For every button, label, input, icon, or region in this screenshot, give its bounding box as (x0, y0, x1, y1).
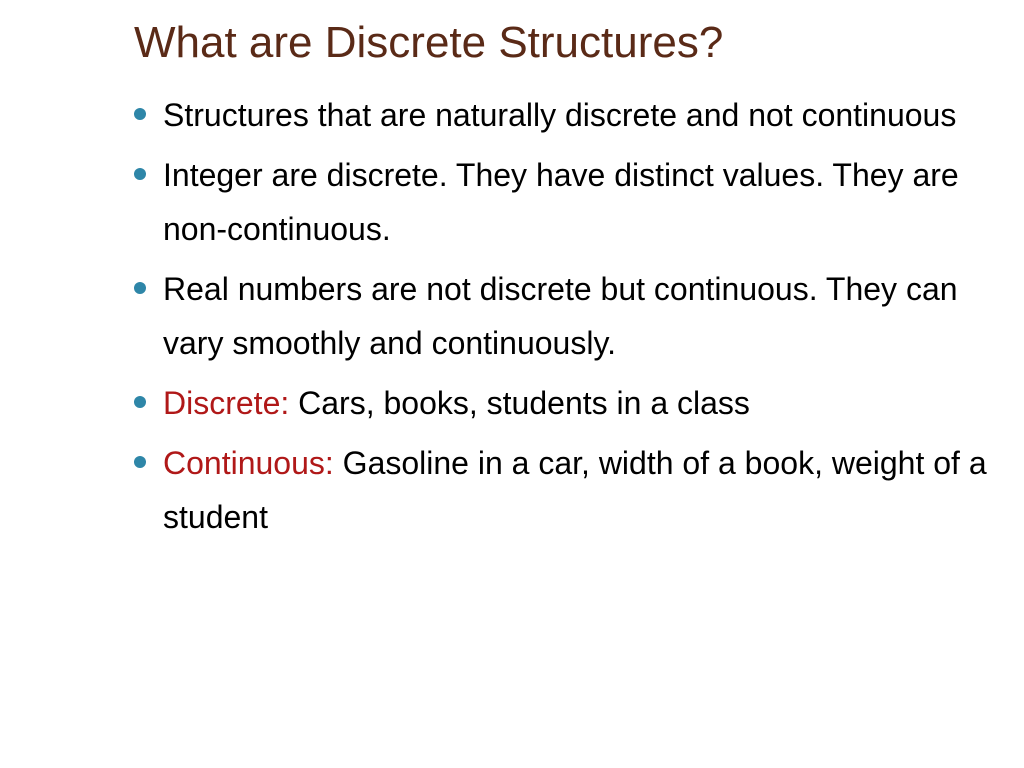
bullet-item-integers (132, 148, 1012, 256)
bullet-item-naturally-discrete (132, 88, 1012, 142)
bullet-text: Structures that are naturally discrete and not continuous (163, 97, 957, 133)
term-discrete: Discrete: (163, 385, 290, 421)
bullet-text: Cars, books, students in a class (298, 385, 750, 421)
bullet-list (132, 88, 1012, 550)
bullet-dot-icon (134, 168, 146, 180)
bullet-item-discrete-examples (132, 376, 1012, 430)
bullet-dot-icon (134, 108, 146, 120)
bullet-dot-icon (134, 456, 146, 468)
bullet-dot-icon (134, 282, 146, 294)
term-continuous: Continuous: (163, 445, 334, 481)
bullet-item-real-numbers (132, 262, 1012, 370)
bullet-item-continuous-examples (132, 436, 1012, 544)
slide-title: What are Discrete Structures? (134, 18, 724, 67)
bullet-text: Gasoline in a car, width of a book, weight of a student (163, 445, 987, 535)
bullet-dot-icon (134, 396, 146, 408)
bullet-text: Real numbers are not discrete but continuous. They can vary smoothly and continuously. (163, 271, 958, 361)
bullet-text: Integer are discrete. They have distinct values. They are non-continuous. (163, 157, 959, 247)
